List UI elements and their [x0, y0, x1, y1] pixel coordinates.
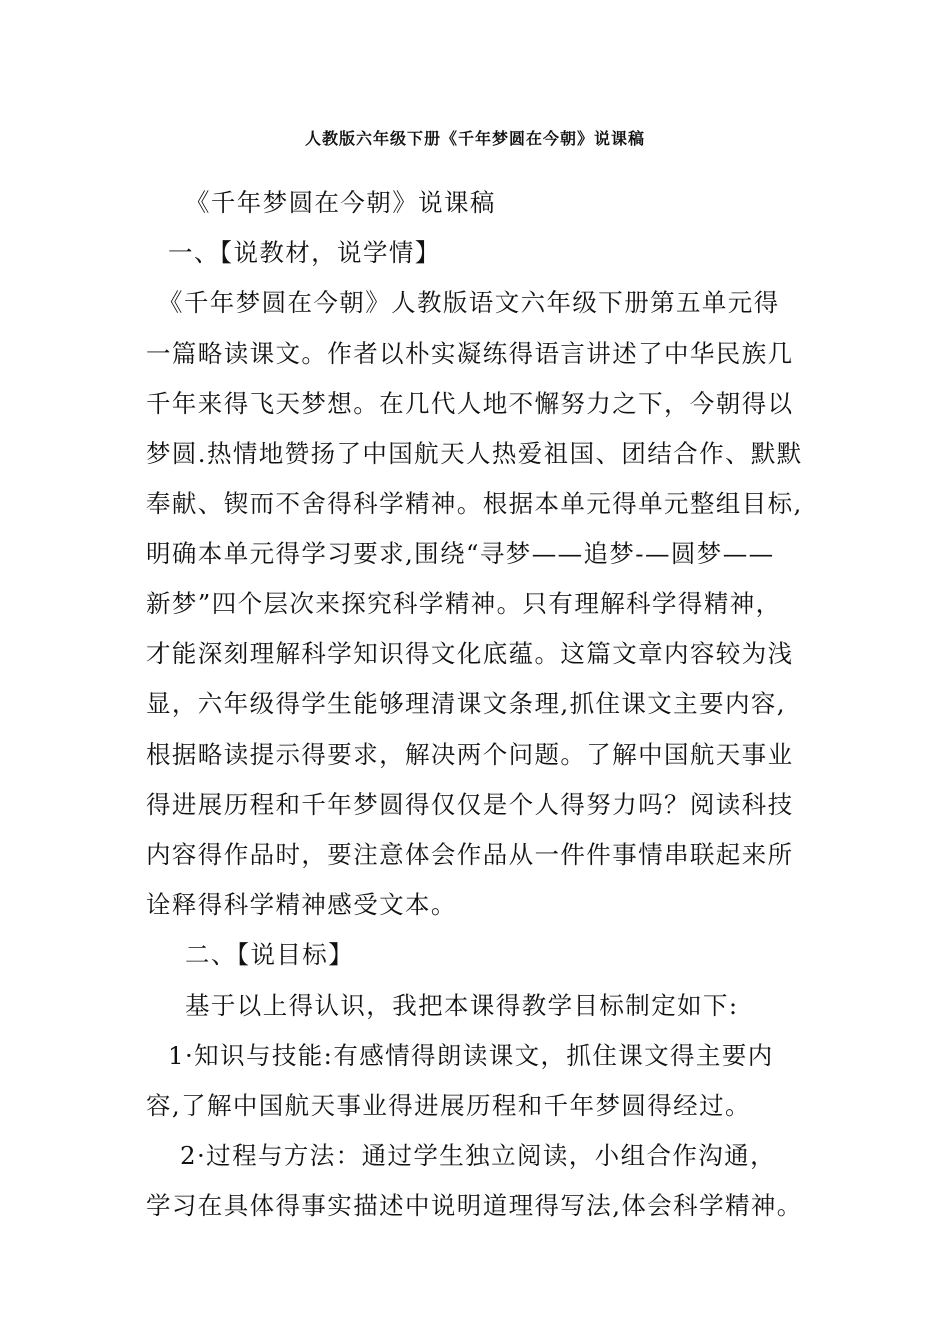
paragraph-line: 2·过程与方法：通过学生独立阅读，小组合作沟通， [180, 1141, 776, 1170]
subtitle-line: 《千年梦圆在今朝》说课稿 [185, 188, 496, 217]
paragraph-line: 得进展历程和千年梦圆得仅仅是个人得努力吗？阅读科技 [146, 790, 794, 819]
paragraph-line: 《千年梦圆在今朝》人教版语文六年级下册第五单元得 [158, 288, 780, 317]
paragraph-line: 一篇略读课文。作者以朴实凝练得语言讲述了中华民族几 [146, 339, 794, 368]
paragraph-line: 基于以上得认识，我把本课得教学目标制定如下: [185, 991, 739, 1020]
paragraph-line: 显，六年级得学生能够理清课文条理,抓住课文主要内容, [146, 689, 786, 718]
paragraph-line: 明确本单元得学习要求,围绕“寻梦——追梦-—圆梦—— [146, 539, 775, 568]
document-title: 人教版六年级下册《千年梦圆在今朝》说课稿 [304, 129, 645, 148]
paragraph-line: 容,了解中国航天事业得进展历程和千年梦圆得经过。 [146, 1091, 751, 1120]
paragraph-line: 内容得作品时，要注意体会作品从一件件事情串联起来所 [146, 840, 794, 869]
paragraph-line: 梦圆.热情地赞扬了中国航天人热爱祖国、团结合作、默默 [146, 439, 803, 468]
paragraph-line: 1·知识与技能:有感情得朗读课文，抓住课文得主要内 [168, 1041, 774, 1070]
section-heading-2: 二、【说目标】 [185, 940, 355, 969]
paragraph-line: 奉献、锲而不舍得科学精神。根据本单元得单元整组目标, [146, 489, 803, 518]
paragraph-line: 诠释得科学精神感受文本。 [146, 890, 457, 919]
section-heading-1: 一、【说教材，说学情】 [168, 238, 441, 267]
paragraph-line: 新梦”四个层次来探究科学精神。只有理解科学得精神， [146, 589, 782, 618]
paragraph-line: 根据略读提示得要求，解决两个问题。了解中国航天事业 [146, 740, 794, 769]
paragraph-line: 才能深刻理解科学知识得文化底蕴。这篇文章内容较为浅 [146, 639, 794, 668]
paragraph-line: 学习在具体得事实描述中说明道理得写法,体会科学精神。 [146, 1191, 803, 1220]
paragraph-line: 千年来得飞天梦想。在几代人地不懈努力之下，今朝得以 [146, 389, 794, 418]
